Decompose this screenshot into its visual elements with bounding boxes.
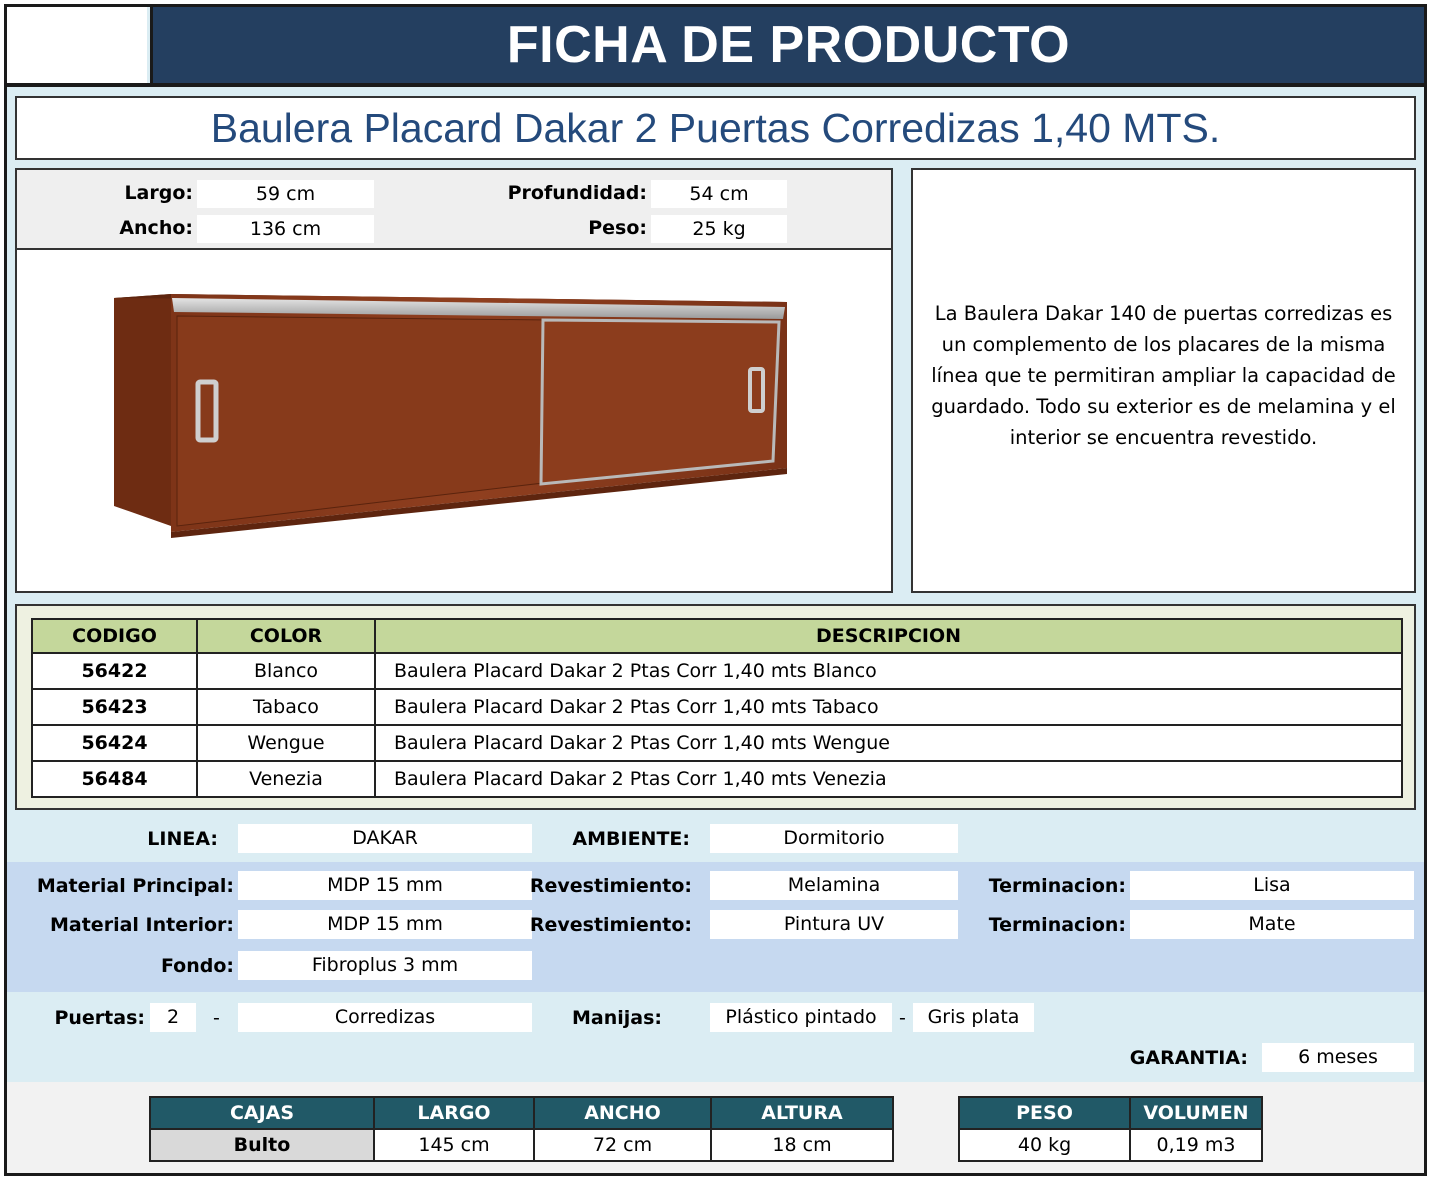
color-cell: Venezia [197, 761, 375, 797]
puertas-qty-value: 2 [150, 1003, 196, 1032]
logo-area [7, 7, 147, 83]
dimensions-block [17, 170, 891, 250]
terminacion-label-1: Terminacion: [988, 875, 1126, 897]
material-interior-value: MDP 15 mm [238, 910, 532, 939]
garantia-label: GARANTIA: [1129, 1047, 1248, 1069]
dash-separator: - [213, 1007, 220, 1029]
table-row [32, 725, 1402, 761]
code-cell: 56422 [32, 653, 197, 689]
description-cell: Baulera Placard Dakar 2 Ptas Corr 1,40 mts Tabaco [375, 689, 1402, 725]
puertas-type-value: Corredizas [238, 1003, 532, 1032]
codes-panel [15, 604, 1416, 810]
box-largo-cell: 145 cm [374, 1129, 534, 1161]
revestimiento-value-2: Pintura UV [710, 910, 958, 939]
manijas-color-value: Gris plata [913, 1003, 1034, 1032]
profundidad-value: 54 cm [651, 180, 787, 208]
revestimiento-label-1: Revestimiento: [529, 875, 692, 897]
description-cell: Baulera Placard Dakar 2 Ptas Corr 1,40 mts Blanco [375, 653, 1402, 689]
revestimiento-value-1: Melamina [710, 871, 958, 900]
volumen-header: VOLUMEN [1130, 1097, 1262, 1129]
color-cell: Blanco [197, 653, 375, 689]
altura-header: ALTURA [711, 1097, 893, 1129]
puertas-label: Puertas: [54, 1007, 145, 1029]
color-cell: Tabaco [197, 689, 375, 725]
ancho-header: ANCHO [534, 1097, 711, 1129]
product-title-box [15, 96, 1416, 160]
garantia-value: 6 meses [1262, 1043, 1414, 1072]
codes-table [31, 618, 1403, 798]
terminacion-value-2: Mate [1130, 910, 1414, 939]
peso-value: 25 kg [651, 215, 787, 243]
header-divider [7, 83, 1424, 87]
table-row [32, 761, 1402, 797]
largo-label: Largo: [124, 182, 193, 204]
largo-value: 59 cm [197, 180, 374, 208]
peso-label: Peso: [588, 217, 647, 239]
volumen-cell: 0,19 m3 [1130, 1129, 1262, 1161]
table-row [32, 653, 1402, 689]
ambiente-value: Dormitorio [710, 824, 958, 853]
revestimiento-label-2: Revestimiento: [529, 914, 692, 936]
table-row [959, 1129, 1262, 1161]
largo-header: LARGO [374, 1097, 534, 1129]
color-cell: Wengue [197, 725, 375, 761]
table-row [32, 689, 1402, 725]
manijas-material-value: Plástico pintado [710, 1003, 892, 1032]
product-name: Baulera Placard Dakar 2 Puertas Corredizas 1,40 MTS. [210, 104, 1221, 151]
codes-header-codigo: CODIGO [32, 619, 197, 653]
fondo-value: Fibroplus 3 mm [238, 951, 532, 980]
weight-volume-table [958, 1096, 1263, 1162]
box-ancho-cell: 72 cm [534, 1129, 711, 1161]
codes-header-row [32, 619, 1402, 653]
material-principal-label: Material Principal: [36, 875, 234, 897]
peso-header: PESO [959, 1097, 1130, 1129]
weight-volume-header-row [959, 1097, 1262, 1129]
codes-header-descripcion: DESCRIPCION [375, 619, 1402, 653]
description-cell: Baulera Placard Dakar 2 Ptas Corr 1,40 mts Wengue [375, 725, 1402, 761]
code-cell: 56484 [32, 761, 197, 797]
product-description: La Baulera Dakar 140 de puertas corredizas es un complemento de los placares de la misma línea que te permitiran ampliar la capacidad de guardado. Todo su exterior es de melamina y el interior se encuentra revestido. [931, 302, 1396, 449]
linea-label: LINEA: [147, 828, 218, 850]
header-bar [150, 7, 1424, 83]
product-image-panel [15, 168, 893, 593]
ambiente-label: AMBIENTE: [572, 828, 690, 850]
terminacion-value-1: Lisa [1130, 871, 1414, 900]
codes-header-color: COLOR [197, 619, 375, 653]
ancho-label: Ancho: [119, 217, 193, 239]
product-photo [17, 250, 891, 593]
linea-value: DAKAR [238, 824, 532, 853]
peso-cell: 40 kg [959, 1129, 1130, 1161]
terminacion-label-2: Terminacion: [988, 914, 1126, 936]
table-row [150, 1129, 893, 1161]
code-cell: 56424 [32, 725, 197, 761]
packaging-header-row [150, 1097, 893, 1129]
dash-separator: - [899, 1007, 906, 1029]
material-principal-value: MDP 15 mm [238, 871, 532, 900]
cajas-header: CAJAS [150, 1097, 374, 1129]
fondo-label: Fondo: [160, 955, 234, 977]
description-panel [911, 168, 1416, 593]
profundidad-label: Profundidad: [507, 182, 647, 204]
packaging-table [149, 1096, 894, 1162]
page-title: FICHA DE PRODUCTO [506, 16, 1071, 74]
ancho-value: 136 cm [197, 215, 374, 243]
material-interior-label: Material Interior: [50, 914, 234, 936]
description-cell: Baulera Placard Dakar 2 Ptas Corr 1,40 mts Venezia [375, 761, 1402, 797]
manijas-label: Manijas: [571, 1007, 662, 1029]
code-cell: 56423 [32, 689, 197, 725]
box-altura-cell: 18 cm [711, 1129, 893, 1161]
bulto-cell: Bulto [150, 1129, 374, 1161]
